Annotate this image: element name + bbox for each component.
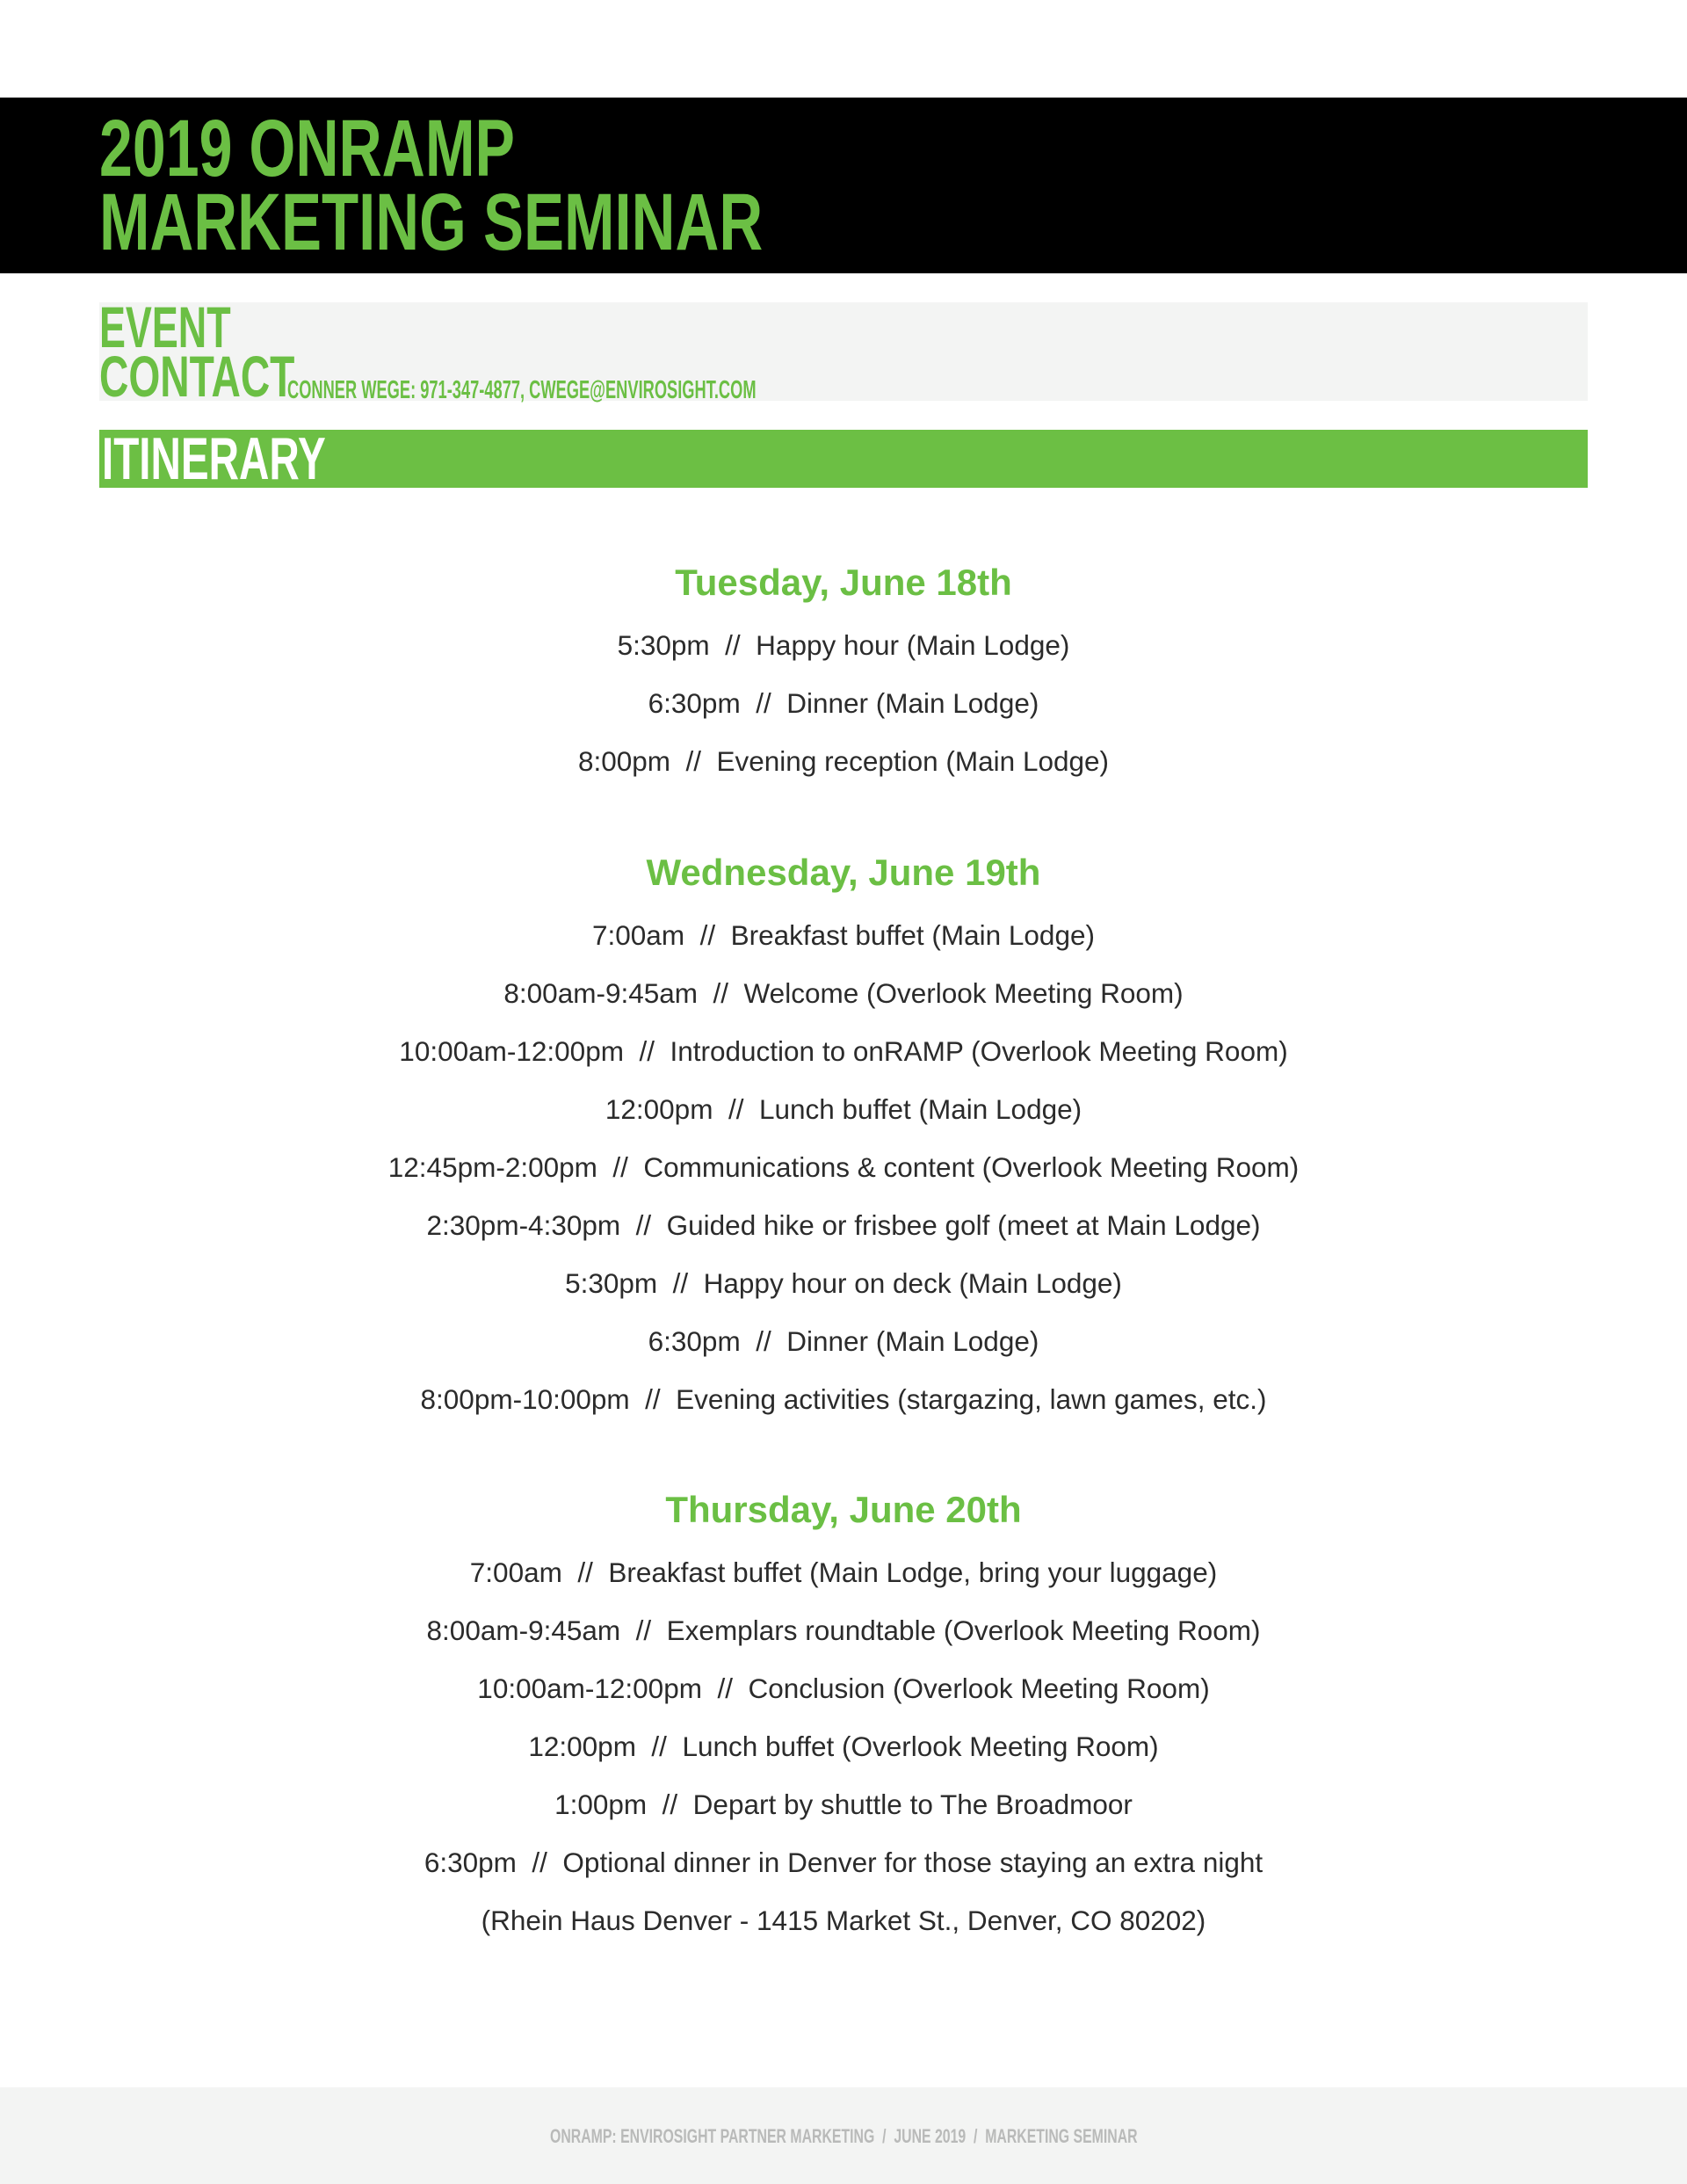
event-item: 5:30pm // Happy hour (Main Lodge)	[617, 629, 1070, 661]
day-heading-thursday: Thursday, June 20th	[665, 1489, 1022, 1530]
event-contact-info: CONNER WEGE: 971-347-4877, CWEGE@ENVIROSIGHT.COM	[287, 376, 757, 404]
day-heading-wednesday: Wednesday, June 19th	[646, 852, 1041, 893]
itinerary-heading: ITINERARY	[102, 425, 326, 492]
event-item: 12:00pm // Lunch buffet (Overlook Meeting Room)	[528, 1731, 1159, 1762]
event-item: 8:00pm // Evening reception (Main Lodge)	[577, 745, 1110, 777]
footer-text: ONRAMP: ENVIROSIGHT PARTNER MARKETING / JUNE 2019 / MARKETING SEMINAR	[549, 2125, 1138, 2147]
event-item: 10:00am-12:00pm // Introduction to onRAMP (Overlook Meeting Room)	[399, 1035, 1288, 1067]
event-item: 6:30pm // Dinner (Main Lodge)	[648, 1325, 1039, 1357]
page-title-line-2: MARKETING SEMINAR	[99, 178, 764, 267]
footer	[0, 2125, 1687, 2148]
event-contact-label-line-2: CONTACT	[99, 344, 295, 409]
page-title-line-1: 2019 ONRAMP	[99, 104, 515, 193]
event-item: 10:00am-12:00pm // Conclusion (Overlook Meeting Room)	[477, 1672, 1210, 1704]
event-item: 1:00pm // Depart by shuttle to The Broadmoor	[554, 1789, 1133, 1820]
event-item: 5:30pm // Happy hour on deck (Main Lodge)	[565, 1267, 1122, 1299]
event-item: 2:30pm-4:30pm // Guided hike or frisbee golf (meet at Main Lodge)	[426, 1209, 1261, 1241]
event-item: 6:30pm // Optional dinner in Denver for those staying an extra night	[424, 1847, 1263, 1878]
day-heading-tuesday: Tuesday, June 18th	[675, 562, 1012, 603]
event-item: 7:00am // Breakfast buffet (Main Lodge)	[592, 919, 1095, 951]
event-contact-label-line-1: EVENT	[99, 294, 231, 359]
event-item: 6:30pm // Dinner (Main Lodge)	[648, 687, 1039, 719]
event-item: 12:00pm // Lunch buffet (Main Lodge)	[605, 1093, 1082, 1125]
event-item: 8:00am-9:45am // Welcome (Overlook Meeting Room)	[503, 977, 1184, 1009]
event-item: 7:00am // Breakfast buffet (Main Lodge, bring your luggage)	[469, 1556, 1218, 1588]
event-item: 8:00am-9:45am // Exemplars roundtable (Overlook Meeting Room)	[426, 1614, 1261, 1646]
event-item: (Rhein Haus Denver - 1415 Market St., Denver, CO 80202)	[481, 1905, 1206, 1936]
event-item: 8:00pm-10:00pm // Evening activities (stargazing, lawn games, etc.)	[420, 1383, 1267, 1415]
event-item: 12:45pm-2:00pm // Communications & content (Overlook Meeting Room)	[387, 1151, 1300, 1183]
